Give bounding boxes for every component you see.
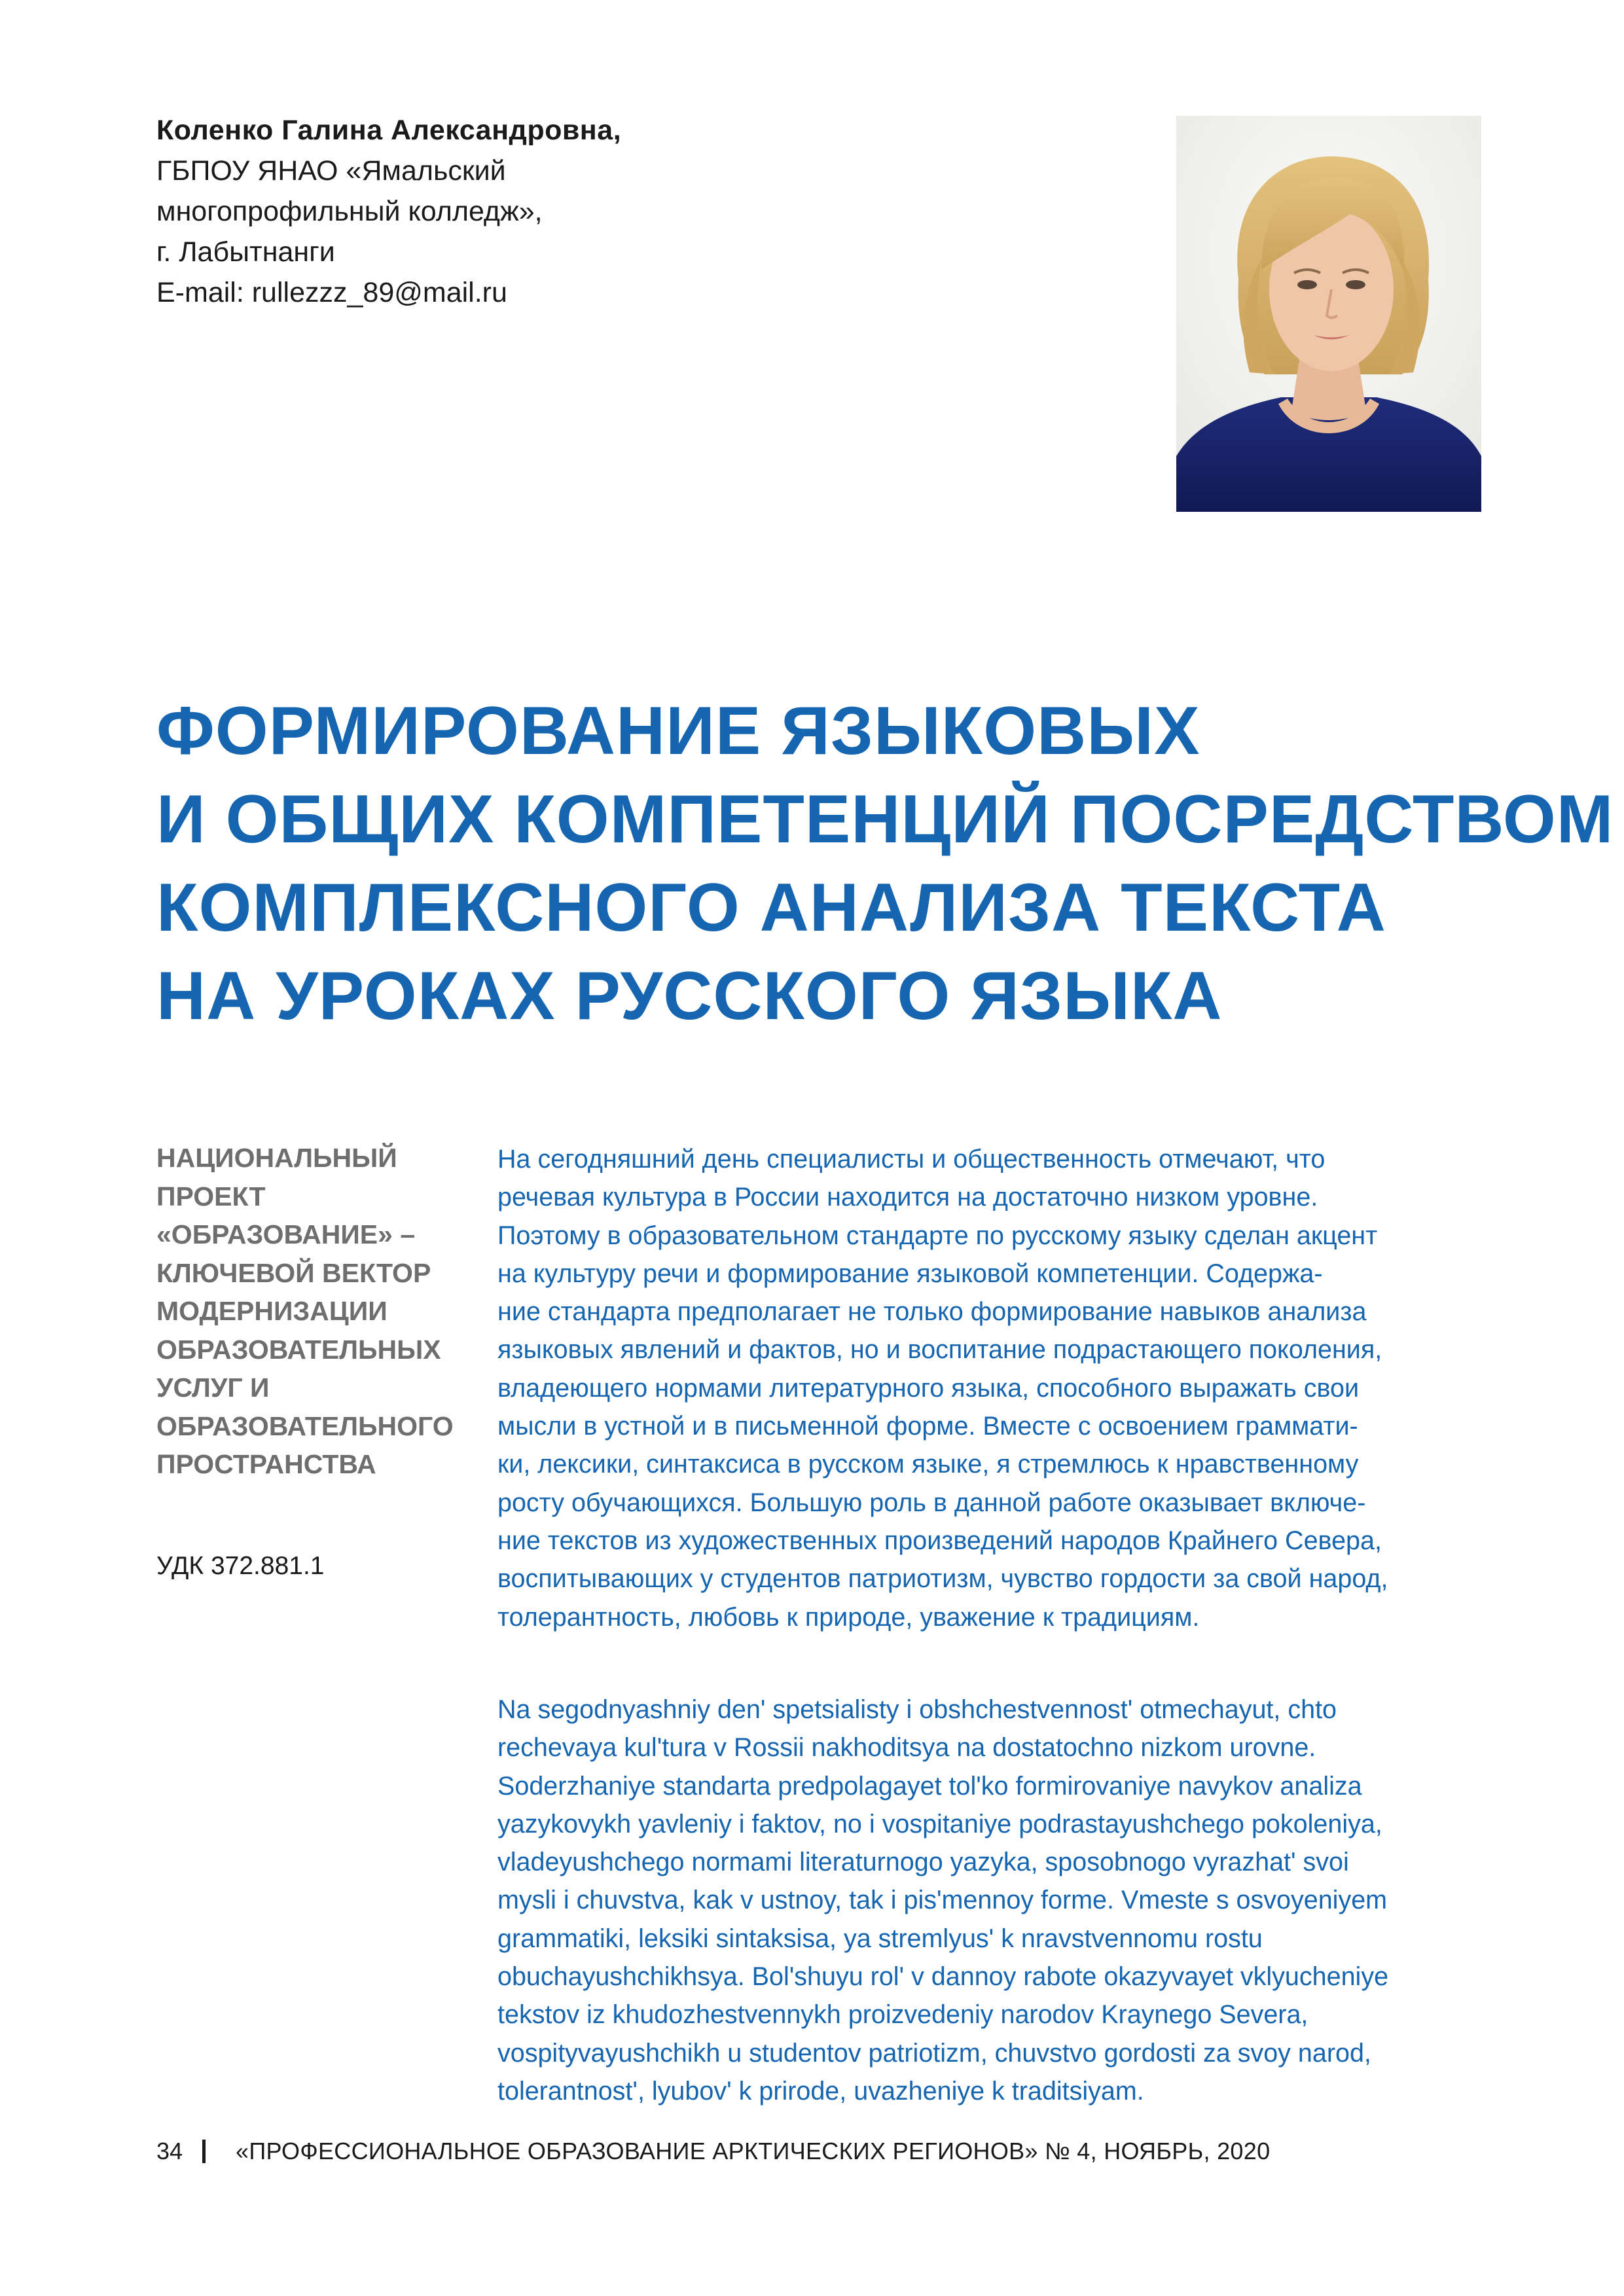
abstract-ru-line: росту обучающихся. Большую роль в данной работе оказывает включе- [497, 1488, 1366, 1517]
author-affiliation-line: многопрофильный колледж», [156, 196, 543, 227]
abstract-translit-line: obuchayushchikhsya. Bol'shuyu rol' v dannoy rabote okazyvayet vklyucheniye [497, 1962, 1389, 1992]
title-line: КОМПЛЕКСНОГО АНАЛИЗА ТЕКСТА [156, 870, 1386, 946]
abstract-ru-line: владеющего нормами литературного языка, способного выражать свои [497, 1373, 1360, 1403]
abstract-translit-line: mysli i chuvstva, kak v ustnoy, tak i pis'mennoy forme. Vmeste s osvoyeniyem [497, 1886, 1388, 1915]
abstract-translit-line: vladeyushchego normami literaturnogo yazyka, sposobnogo vyrazhat' svoi [497, 1848, 1349, 1877]
rubric-line: НАЦИОНАЛЬНЫЙ [156, 1143, 397, 1173]
abstract-ru-line: ние текстов из художественных произведений народов Крайнего Севера, [497, 1526, 1382, 1555]
rubric-line: УСЛУГ И [156, 1372, 270, 1403]
author-portrait-icon [1176, 116, 1481, 512]
abstract-ru-line: толерантность, любовь к природе, уважение к традициям. [497, 1602, 1200, 1632]
abstract-ru-line: языковых явлений и фактов, но и воспитание подрастающего поколения, [497, 1335, 1382, 1365]
abstract-ru-line: Поэтому в образовательном стандарте по русскому языку сделан акцент [497, 1221, 1378, 1250]
abstract-ru-line: мысли в устной и в письменной форме. Вместе с освоением граммати- [497, 1412, 1358, 1441]
rubric [156, 1139, 471, 1484]
abstract-ru-line: на культуру речи и формирование языковой компетенции. Содержа- [497, 1259, 1323, 1288]
author-block [156, 110, 746, 313]
abstract-ru-line: На сегодняшний день специалисты и общественность отмечают, что [497, 1145, 1326, 1174]
rubric-line: МОДЕРНИЗАЦИИ [156, 1296, 388, 1326]
abstract-ru-line: воспитывающих у студентов патриотизм, чувство гордости за свой народ, [497, 1564, 1388, 1594]
abstract-ru-line: речевая культура в России находится на достаточно низком уровне. [497, 1183, 1318, 1212]
author-city: г. Лабытнанги [156, 236, 335, 268]
abstract-ru-line: ние стандарта предполагает не только формирование навыков анализа [497, 1297, 1367, 1327]
author-affiliation-line: ГБПОУ ЯНАО «Ямальский [156, 155, 506, 187]
page-footer [156, 2135, 1270, 2168]
rubric-line: КЛЮЧЕВОЙ ВЕКТОР [156, 1257, 431, 1288]
title-line: И ОБЩИХ КОМПЕТЕНЦИЙ ПОСРЕДСТВОМ [156, 781, 1614, 857]
page-number: 34 [156, 2138, 183, 2164]
abstract-translit-line: vospityvayushchikh u studentov patriotizm, chuvstvo gordosti za svoy narod, [497, 2038, 1371, 2068]
abstract-translit-line: Na segodnyashniy den' spetsialisty i obshchestvennost' otmechayut, chto [497, 1695, 1337, 1724]
author-photo [1176, 116, 1481, 512]
rubric-line: ОБРАЗОВАТЕЛЬНОГО [156, 1410, 454, 1441]
abstract-translit [497, 1691, 1486, 2110]
abstract-ru [497, 1140, 1486, 1636]
abstract-translit-line: rechevaya kul'tura v Rossii nakhoditsya na dostatochno nizkom urovne. [497, 1733, 1316, 1763]
udk-code: УДК 372.881.1 [156, 1552, 325, 1580]
footer-divider [202, 2140, 206, 2163]
abstract-translit-line: tekstov iz khudozhestvennykh proizvedeniy narodov Kraynego Severa, [497, 2000, 1308, 2030]
abstract-translit-line: Soderzhaniye standarta predpolagayet tol'ko formirovaniye navykov analiza [497, 1771, 1362, 1801]
rubric-line: ПРОСТРАНСТВА [156, 1449, 376, 1479]
rubric-line: ОБРАЗОВАТЕЛЬНЫХ [156, 1334, 441, 1365]
author-email: E-mail: rullezzz_89@mail.ru [156, 277, 507, 308]
rubric-line: ПРОЕКТ [156, 1181, 266, 1211]
journal-info: «ПРОФЕССИОНАЛЬНОЕ ОБРАЗОВАНИЕ АРКТИЧЕСКИХ РЕГИОНОВ» № 4, НОЯБРЬ, 2020 [236, 2138, 1271, 2164]
abstract-translit-line: grammatiki, leksiki sintaksisa, ya stremlyus' k nravstvennomu rostu [497, 1924, 1263, 1953]
abstract-translit-line: yazykovykh yavleniy i faktov, no i vospitaniye podrastayushchego pokoleniya, [497, 1809, 1382, 1839]
title-line: НА УРОКАХ РУССКОГО ЯЗЫКА [156, 958, 1223, 1034]
article-title [156, 687, 1614, 1041]
abstract-ru-line: ки, лексики, синтаксиса в русском языке, я стремлюсь к нравственному [497, 1450, 1359, 1479]
rubric-line: «ОБРАЗОВАНИЕ» – [156, 1219, 416, 1249]
abstract-translit-line: tolerantnost', lyubov' k prirode, uvazheniye k traditsiyam. [497, 2076, 1144, 2106]
title-line: ФОРМИРОВАНИЕ ЯЗЫКОВЫХ [156, 693, 1200, 769]
author-name: Коленко Галина Александровна, [156, 115, 622, 146]
